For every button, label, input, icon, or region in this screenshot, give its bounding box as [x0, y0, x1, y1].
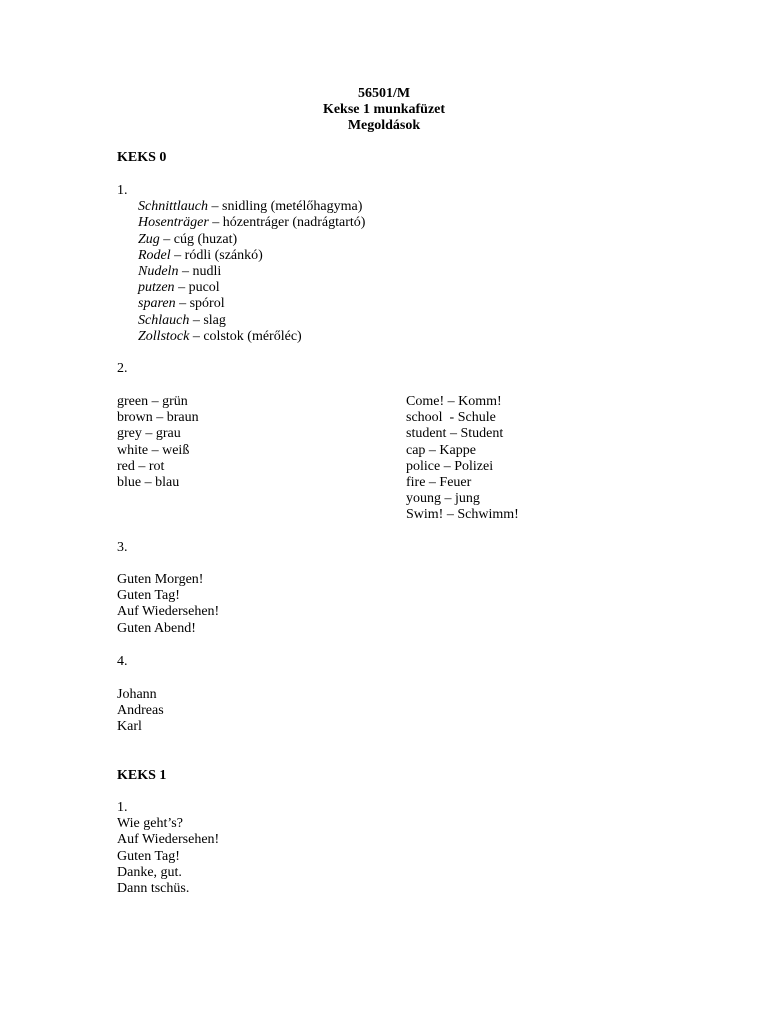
word-pair-item: Come! – Komm! — [406, 394, 502, 409]
exercise-number: 2. — [117, 361, 128, 376]
exercise-number: 1. — [117, 800, 128, 815]
name-item: Johann — [117, 687, 157, 702]
word-pair-item — [117, 248, 365, 264]
hungarian-translation: – colstok (mérőléc) — [189, 328, 302, 344]
word-pair-item — [117, 280, 365, 296]
greeting-item: Guten Abend! — [117, 620, 196, 636]
german-word: sparen — [138, 296, 176, 312]
exercise-number: 4. — [117, 654, 128, 669]
word-pair-item: student – Student — [406, 426, 504, 442]
phrase-item: Wie geht’s? — [117, 816, 183, 832]
keks0-exercise-2-right-column — [406, 394, 519, 524]
section-heading-keks1: KEKS 1 — [117, 768, 167, 783]
hungarian-translation: – hózentráger (nadrágtartó) — [208, 215, 366, 231]
name-item: Andreas — [117, 703, 164, 719]
word-pair-list — [117, 199, 365, 345]
german-word: putzen — [138, 280, 175, 296]
hungarian-translation: – slag — [189, 312, 226, 328]
color-pair-item: red – rot — [117, 458, 165, 474]
phrase-item: Auf Wiedersehen! — [117, 832, 220, 848]
word-pair-item — [117, 232, 365, 248]
hungarian-translation: – nudli — [178, 263, 222, 279]
german-word: Hosenträger — [138, 215, 209, 231]
word-pair-item: young – jung — [406, 491, 480, 507]
phrase-item: Danke, gut. — [117, 864, 182, 880]
word-pair-item: fire – Feuer — [406, 474, 472, 490]
phrase-item: Dann tschüs. — [117, 880, 190, 896]
german-word: Schlauch — [138, 312, 190, 328]
document-header — [0, 86, 768, 135]
color-pair-item: white – weiß — [117, 442, 190, 458]
color-pair-item: green – grün — [117, 394, 188, 409]
german-word: Nudeln — [138, 263, 179, 279]
keks0-exercise-1 — [117, 183, 365, 345]
word-pair-item: school - Schule — [406, 410, 496, 426]
word-pair-item — [117, 264, 365, 280]
hungarian-translation: – ródli (szánkó) — [170, 247, 263, 263]
color-pair-item: blue – blau — [117, 474, 180, 490]
german-word: Zug — [138, 231, 160, 247]
german-word: Zollstock — [138, 328, 190, 344]
word-pair-item — [117, 296, 365, 312]
word-pair-item: cap – Kappe — [406, 442, 476, 458]
document-subtitle: Megoldások — [347, 118, 421, 134]
name-item: Karl — [117, 719, 142, 735]
exercise-number: 1. — [117, 183, 128, 198]
exercise-number: 3. — [117, 540, 128, 555]
hungarian-translation: – snidling (metélőhagyma) — [208, 199, 363, 215]
keks0-exercise-3-list — [117, 572, 219, 637]
document-code: 56501/M — [357, 86, 411, 101]
keks1-exercise-1 — [117, 800, 219, 897]
keks0-exercise-2-left-column — [117, 394, 199, 491]
document-title: Kekse 1 munkafüzet — [322, 102, 446, 118]
greeting-item: Auf Wiedersehen! — [117, 604, 220, 620]
phrase-item: Guten Tag! — [117, 848, 180, 864]
greeting-item: Guten Tag! — [117, 588, 180, 604]
german-word: Schnittlauch — [138, 199, 208, 215]
color-pair-item: grey – grau — [117, 426, 181, 442]
hungarian-translation: – pucol — [174, 280, 220, 296]
color-pair-item: brown – braun — [117, 410, 199, 426]
word-pair-item — [117, 313, 365, 329]
word-pair-item: police – Polizei — [406, 458, 494, 474]
hungarian-translation: – spórol — [175, 296, 225, 312]
word-pair-item — [117, 215, 365, 231]
word-pair-item: Swim! – Schwimm! — [406, 507, 519, 523]
keks0-exercise-4-list — [117, 687, 164, 736]
greeting-item: Guten Morgen! — [117, 572, 204, 587]
word-pair-item — [117, 329, 365, 345]
word-pair-item — [117, 199, 365, 215]
hungarian-translation: – cúg (huzat) — [159, 231, 238, 247]
phrase-list — [117, 816, 219, 897]
german-word: Rodel — [138, 247, 171, 263]
section-heading-keks0: KEKS 0 — [117, 150, 167, 165]
